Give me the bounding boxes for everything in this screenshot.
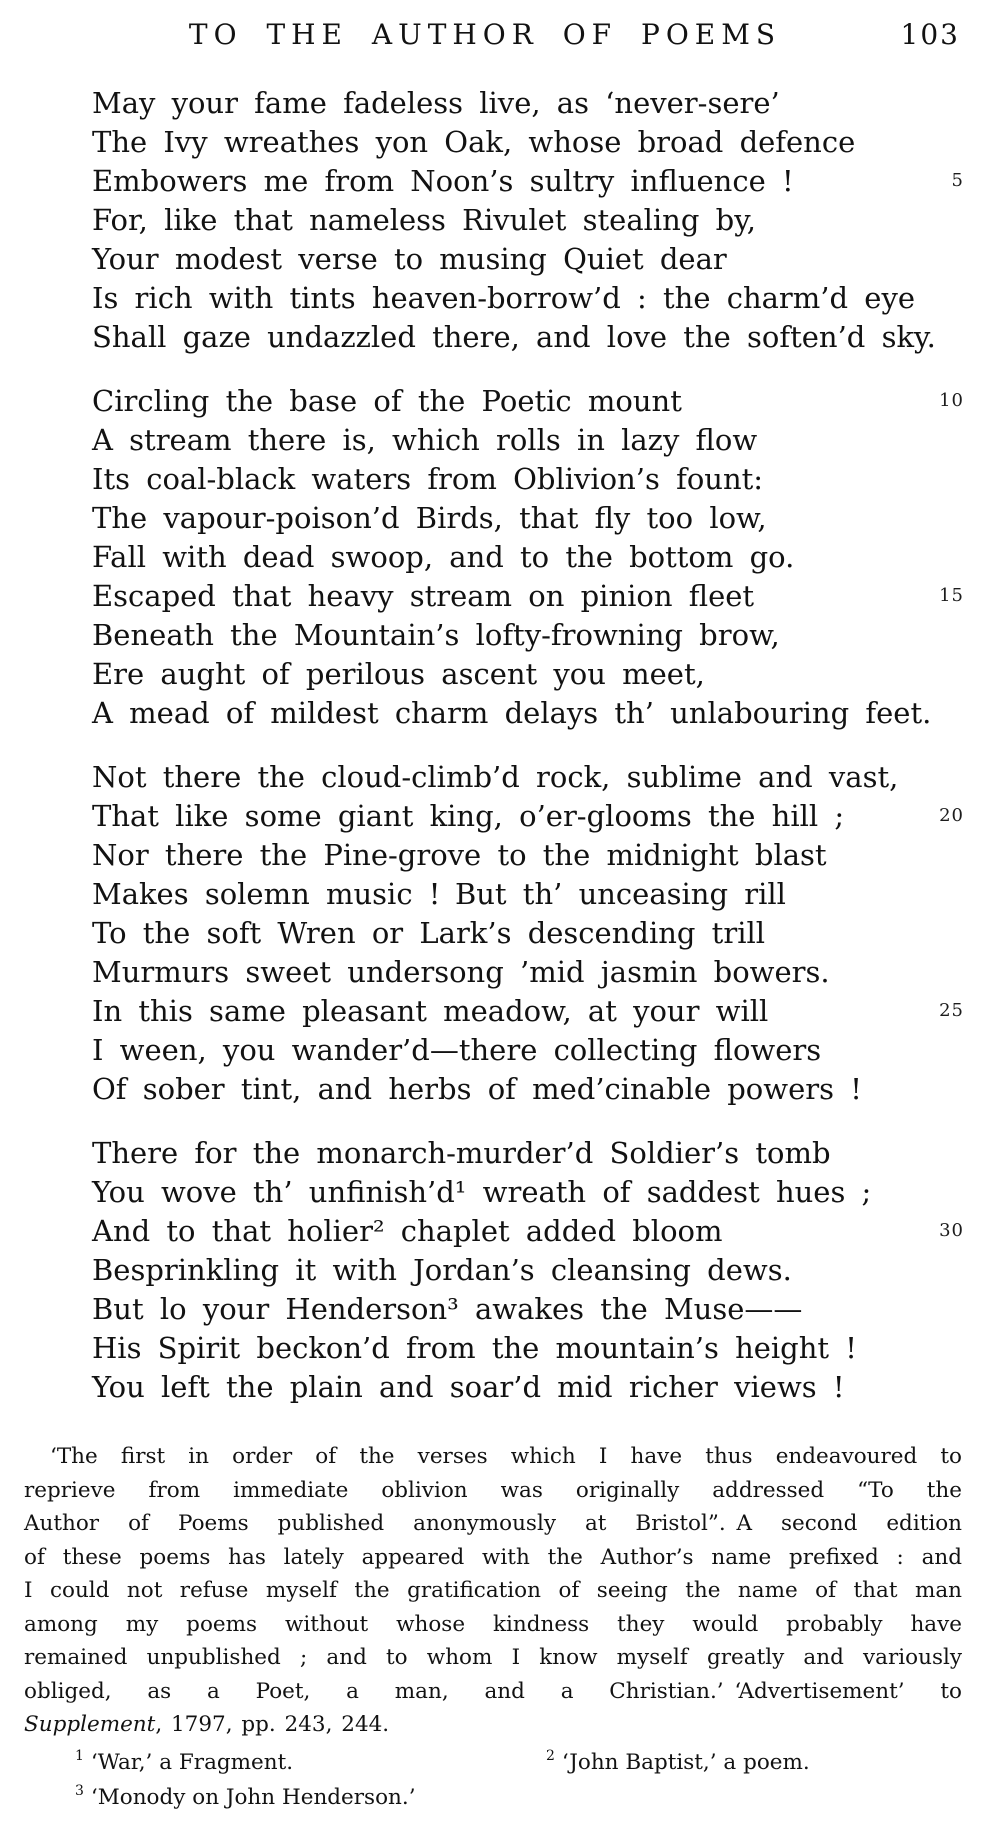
poem-line	[92, 797, 964, 836]
poem-line-text: Murmurs sweet undersong ’mid jasmin bowers.	[92, 955, 830, 989]
poem-line-text: His Spirit beckon’d from the mountain’s height !	[92, 1331, 857, 1365]
poem-line-text: I ween, you wander’d—there collecting flowers	[92, 1033, 822, 1067]
margin-line-number: 10	[939, 390, 964, 411]
margin-line-number: 20	[939, 805, 964, 826]
poem-line-text: There for the monarch-murder’d Soldier’s tomb	[92, 1136, 831, 1170]
poem-line	[92, 499, 964, 538]
poem-line	[92, 1329, 964, 1368]
poem-line-text: Beneath the Mountain’s lofty-frowning brow,	[92, 618, 780, 652]
poem-line	[92, 382, 964, 421]
poem-line	[92, 84, 964, 123]
footnote-marker: 1	[75, 1748, 84, 1765]
poem-line-text: But lo your Henderson³ awakes the Muse——	[92, 1292, 803, 1326]
running-header	[0, 18, 1000, 62]
running-title: TO THE AUTHOR OF POEMS	[188, 18, 782, 51]
poem-line-text: Escaped that heavy stream on pinion fleet	[92, 579, 755, 613]
poem-line-text: Circling the base of the Poetic mount	[92, 384, 682, 418]
stanza	[92, 84, 964, 357]
footnote-paragraph-line: reprieve from immediate oblivion was originally addressed “To the	[24, 1477, 962, 1503]
poem-line	[92, 1212, 964, 1251]
poem-body	[92, 84, 964, 1432]
poem-line	[92, 1290, 964, 1329]
poem-line	[92, 914, 964, 953]
poem-line-text: Besprinkling it with Jordan’s cleansing dews.	[92, 1253, 792, 1287]
poem-line	[92, 655, 964, 694]
poem-line	[92, 1251, 964, 1290]
poem-line	[92, 1031, 964, 1070]
poem-line-text: Fall with dead swoop, and to the bottom go.	[92, 540, 795, 574]
footnote-paragraph-line: Supplement, 1797, pp. 243, 244.	[24, 1712, 390, 1737]
poem-line-text: Of sober tint, and herbs of med’cinable powers !	[92, 1072, 862, 1106]
poem-line	[92, 953, 964, 992]
footnote-paragraph-line: remained unpublished ; and to whom I know myself greatly and variously	[24, 1645, 962, 1670]
poem-line-text: Makes solemn music ! But th’ unceasing rill	[92, 877, 786, 911]
poem-line	[92, 875, 964, 914]
footnotes-section	[24, 1440, 962, 1815]
poem-line	[92, 460, 964, 499]
footnote-paragraph-line: of these poems has lately appeared with the Author’s name prefixed : and	[24, 1544, 962, 1570]
poem-line-text: To the soft Wren or Lark’s descending trill	[92, 916, 766, 950]
footnote-item-3: $^3$ ‘Monody on John Henderson.’	[75, 1783, 416, 1810]
poem-line	[92, 538, 964, 577]
poem-line	[92, 836, 964, 875]
poem-line-text: In this same pleasant meadow, at your will	[92, 994, 769, 1028]
poem-line-text: Is rich with tints heaven-borrow’d : the charm’d eye	[92, 281, 915, 315]
page-number: 103	[900, 18, 960, 51]
footnote-items	[24, 1745, 962, 1815]
poem-line	[92, 1368, 964, 1407]
stanza	[92, 758, 964, 1109]
margin-line-number: 30	[939, 1220, 964, 1241]
poem-line-text: A mead of mildest charm delays th’ unlabouring feet.	[92, 696, 932, 730]
footnote-item-2: $^2$ ‘John Baptist,’ a poem.	[546, 1748, 810, 1775]
footnote-paragraph-line: among my poems without whose kindness they would probably have	[24, 1611, 962, 1637]
poem-line	[92, 992, 964, 1031]
poem-line-text: Embowers me from Noon’s sultry influence !	[92, 164, 794, 198]
footnote-row	[75, 1745, 962, 1780]
stanza	[92, 1134, 964, 1407]
poem-line-text: The vapour-poison’d Birds, that fly too low,	[92, 501, 767, 535]
poem-line-text: You left the plain and soar’d mid richer views !	[92, 1370, 845, 1404]
poem-line	[92, 758, 964, 797]
margin-line-number: 25	[939, 1000, 964, 1021]
footnote-paragraph-line: Author of Poems published anonymously at Bristol”. A second edition	[24, 1511, 962, 1536]
footnote-marker: 2	[546, 1748, 555, 1765]
poem-line-text: Not there the cloud-climb’d rock, sublime and vast,	[92, 760, 899, 794]
poem-line	[92, 616, 964, 655]
poem-line-text: For, like that nameless Rivulet stealing by,	[92, 203, 756, 237]
poem-line	[92, 1173, 964, 1212]
poem-line-text: Nor there the Pine-grove to the midnight blast	[92, 838, 827, 872]
poem-line	[92, 577, 964, 616]
footnote-paragraph-line: I could not refuse myself the gratification of seeing the name of that man	[24, 1578, 962, 1603]
footnote-paragraph-line: obliged, as a Poet, a man, and a Christian.’ ‘Advertisement’ to	[24, 1678, 962, 1704]
poem-line	[92, 123, 964, 162]
stanza	[92, 382, 964, 733]
margin-line-number: 5	[951, 170, 964, 191]
poem-line-text: A stream there is, which rolls in lazy flow	[92, 423, 758, 457]
poem-line-text: Ere aught of perilous ascent you meet,	[92, 657, 705, 691]
footnote-paragraph	[24, 1440, 962, 1742]
poem-line-text: Its coal-black waters from Oblivion’s fount:	[92, 462, 764, 496]
poem-line	[92, 421, 964, 460]
poem-line-text: You wove th’ unfinish’d¹ wreath of saddest hues ;	[92, 1175, 872, 1209]
margin-line-number: 15	[939, 585, 964, 606]
poem-line	[92, 1070, 964, 1109]
footnote-item-1: $^1$ ‘War,’ a Fragment.	[75, 1748, 294, 1775]
poem-line-text: That like some giant king, o’er-glooms the hill ;	[92, 799, 845, 833]
poem-line	[92, 201, 964, 240]
poem-line-text: And to that holier² chaplet added bloom	[92, 1214, 723, 1248]
poem-line-text: Your modest verse to musing Quiet dear	[92, 242, 727, 276]
poem-line	[92, 240, 964, 279]
footnote-row	[75, 1780, 962, 1815]
italic-work-title: Supplement	[24, 1712, 156, 1737]
poem-line-text: May your fame fadeless live, as ‘never-sere’	[92, 86, 780, 120]
poem-line	[92, 162, 964, 201]
poem-line-text: The Ivy wreathes yon Oak, whose broad defence	[92, 125, 856, 159]
footnote-marker: 3	[75, 1783, 84, 1800]
poem-line	[92, 694, 964, 733]
poem-line-text: Shall gaze undazzled there, and love the soften’d sky.	[92, 320, 936, 354]
poem-line	[92, 1134, 964, 1173]
poem-line	[92, 318, 964, 357]
poem-line	[92, 279, 964, 318]
footnote-paragraph-line: ‘The first in order of the verses which I have thus endeavoured to	[50, 1444, 962, 1469]
